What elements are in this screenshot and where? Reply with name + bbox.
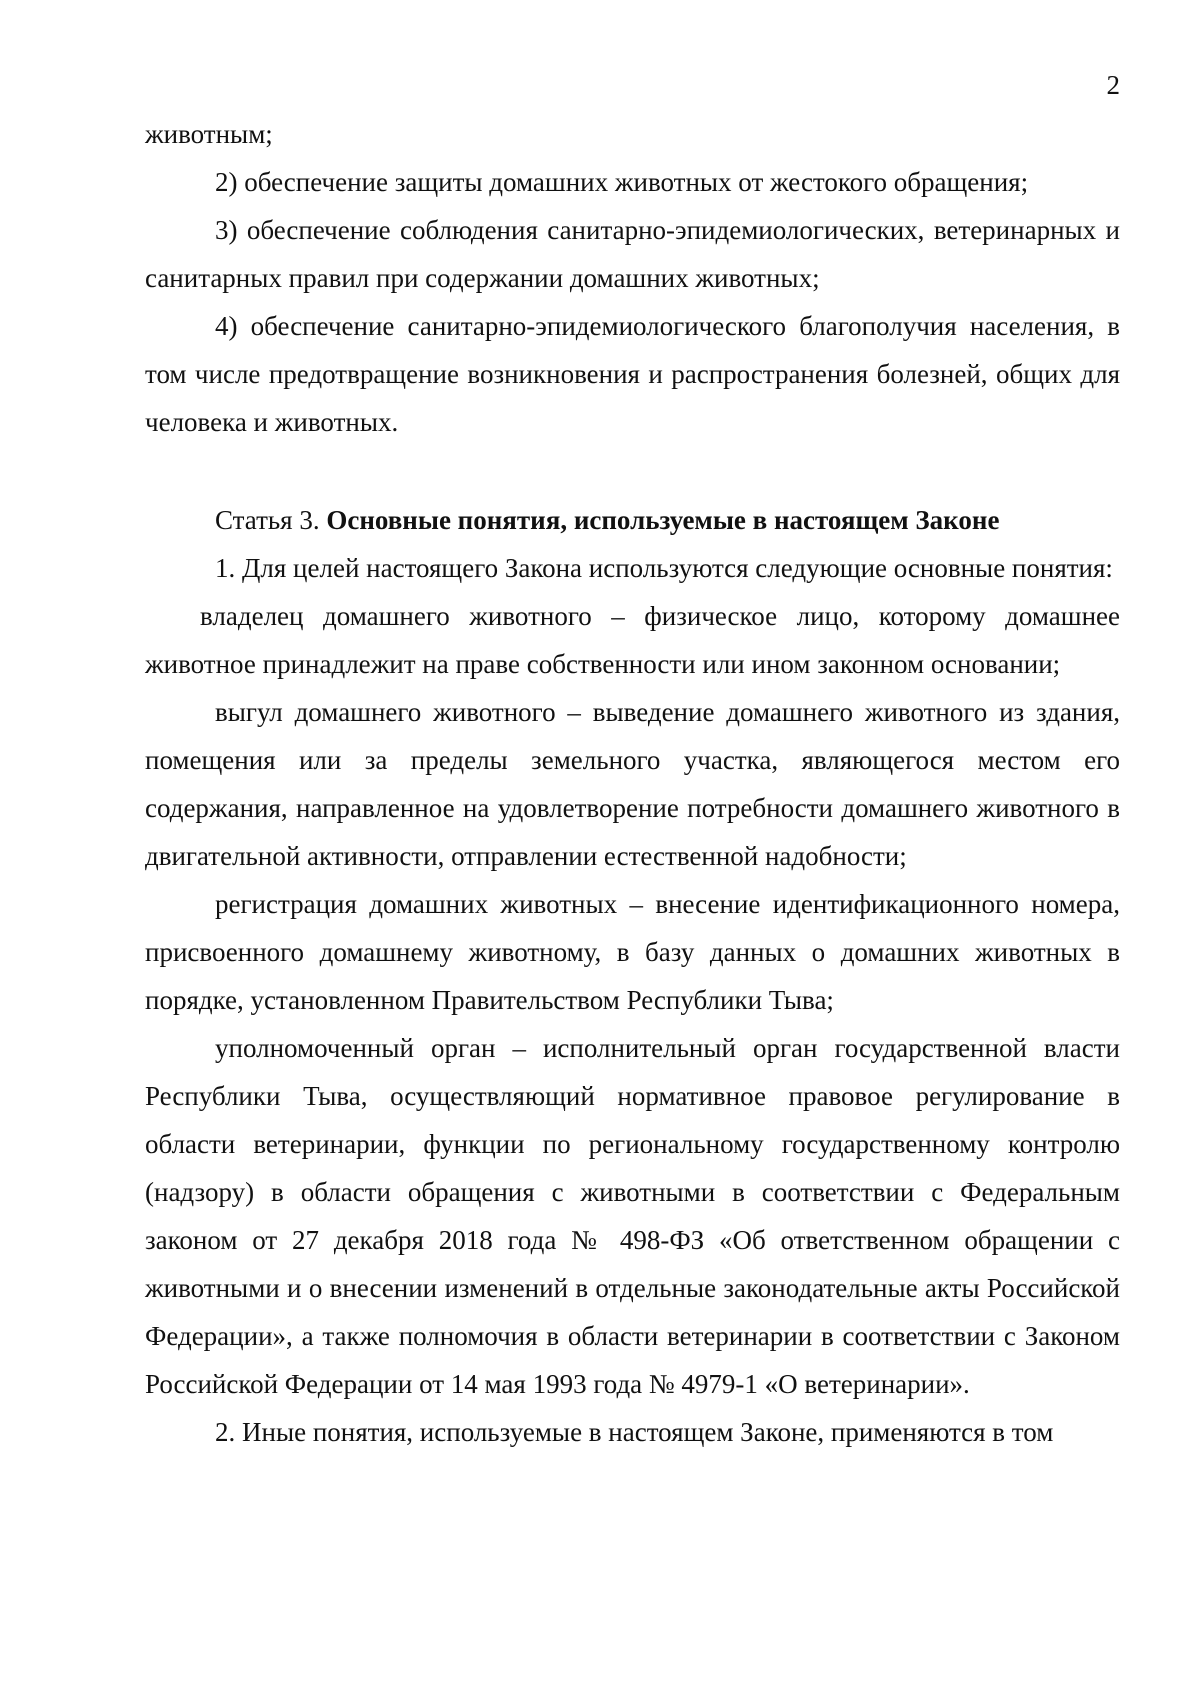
article-paragraph-1: 1. Для целей настоящего Закона используются следующие основные понятия:	[215, 553, 1113, 583]
article-prefix: Статья 3.	[215, 505, 327, 535]
paragraph-continuation: животным;	[145, 119, 273, 149]
definition-authorized-body: уполномоченный орган – исполнительный орган государственной власти Республики Тыва, осуществляющий нормативное правовое регулирование в области ветеринарии, функции по региональному государственному контролю (надзору) в области обращения с животными в соответствии с Федеральным законом от 27 декабря 2018 года № 498-ФЗ «Об ответственном обращении с животными и о внесении изменений в отдельные законодательные акты Российской Федерации», а также полномочия в области ветеринарии в соответствии с Законом Российской Федерации от 14 мая 1993 года № 4979-1 «О ветеринарии».	[145, 1033, 1120, 1399]
definition-owner: владелец домашнего животного – физическое лицо, которому домашнее животное принадлежит на праве собственности или ином законном основании;	[145, 601, 1120, 679]
paragraph-item-3: 3) обеспечение соблюдения санитарно-эпидемиологических, ветеринарных и санитарных правил при содержании домашних животных;	[145, 215, 1120, 293]
article-heading	[145, 496, 1120, 544]
article-title: Основные понятия, используемые в настоящем Законе	[326, 505, 1000, 535]
paragraph-item-2: 2) обеспечение защиты домашних животных от жестокого обращения;	[215, 167, 1029, 197]
article-paragraph-2: 2. Иные понятия, используемые в настоящем Законе, применяются в том	[215, 1417, 1054, 1447]
page-number: 2	[1106, 70, 1120, 100]
definition-walking: выгул домашнего животного – выведение домашнего животного из здания, помещения или за пределы земельного участка, являющегося местом его содержания, направленное на удовлетворение потребности домашнего животного в двигательной активности, отправлении естественной надобности;	[145, 697, 1120, 871]
definition-registration: регистрация домашних животных – внесение идентификационного номера, присвоенного домашнему животному, в базу данных о домашних животных в порядке, установленном Правительством Республики Тыва;	[145, 889, 1120, 1015]
paragraph-item-4: 4) обеспечение санитарно-эпидемиологического благополучия населения, в том числе предотвращение возникновения и распространения болезней, общих для человека и животных.	[145, 311, 1120, 437]
document-body	[145, 110, 1120, 1456]
